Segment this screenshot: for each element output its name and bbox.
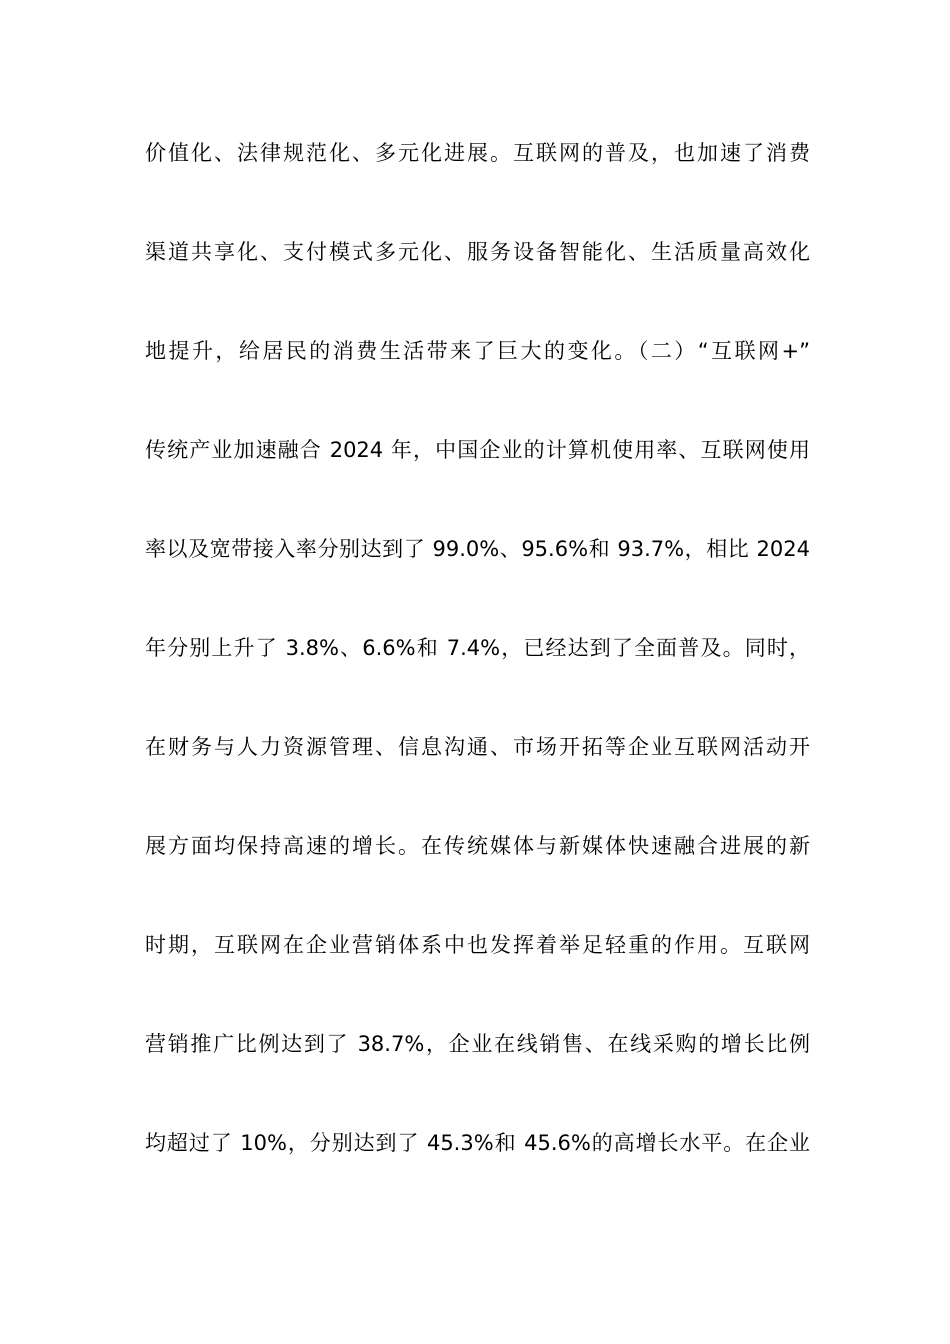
text-line: 时期，互联网在企业营销体系中也发挥着举足轻重的作用。互联网 <box>145 933 810 957</box>
text-line: 年分别上升了 3.8%、6.6%和 7.4%，已经达到了全面普及。同时， <box>145 636 810 660</box>
text-line: 地提升，给居民的消费生活带来了巨大的变化。（二）“互联网+” <box>145 339 810 363</box>
text-line: 率以及宽带接入率分别达到了 99.0%、95.6%和 93.7%，相比 2024 <box>145 537 810 561</box>
text-line: 展方面均保持高速的增长。在传统媒体与新媒体快速融合进展的新 <box>145 834 810 858</box>
text-line: 渠道共享化、支付模式多元化、服务设备智能化、生活质量高效化 <box>145 240 810 264</box>
text-line: 传统产业加速融合 2024 年，中国企业的计算机使用率、互联网使用 <box>145 438 810 462</box>
text-line: 在财务与人力资源管理、信息沟通、市场开拓等企业互联网活动开 <box>145 735 810 759</box>
text-line: 均超过了 10%，分别达到了 45.3%和 45.6%的高增长水平。在企业 <box>145 1131 810 1155</box>
text-line: 营销推广比例达到了 38.7%，企业在线销售、在线采购的增长比例 <box>145 1032 810 1056</box>
text-line: 价值化、法律规范化、多元化进展。互联网的普及，也加速了消费 <box>145 141 810 165</box>
